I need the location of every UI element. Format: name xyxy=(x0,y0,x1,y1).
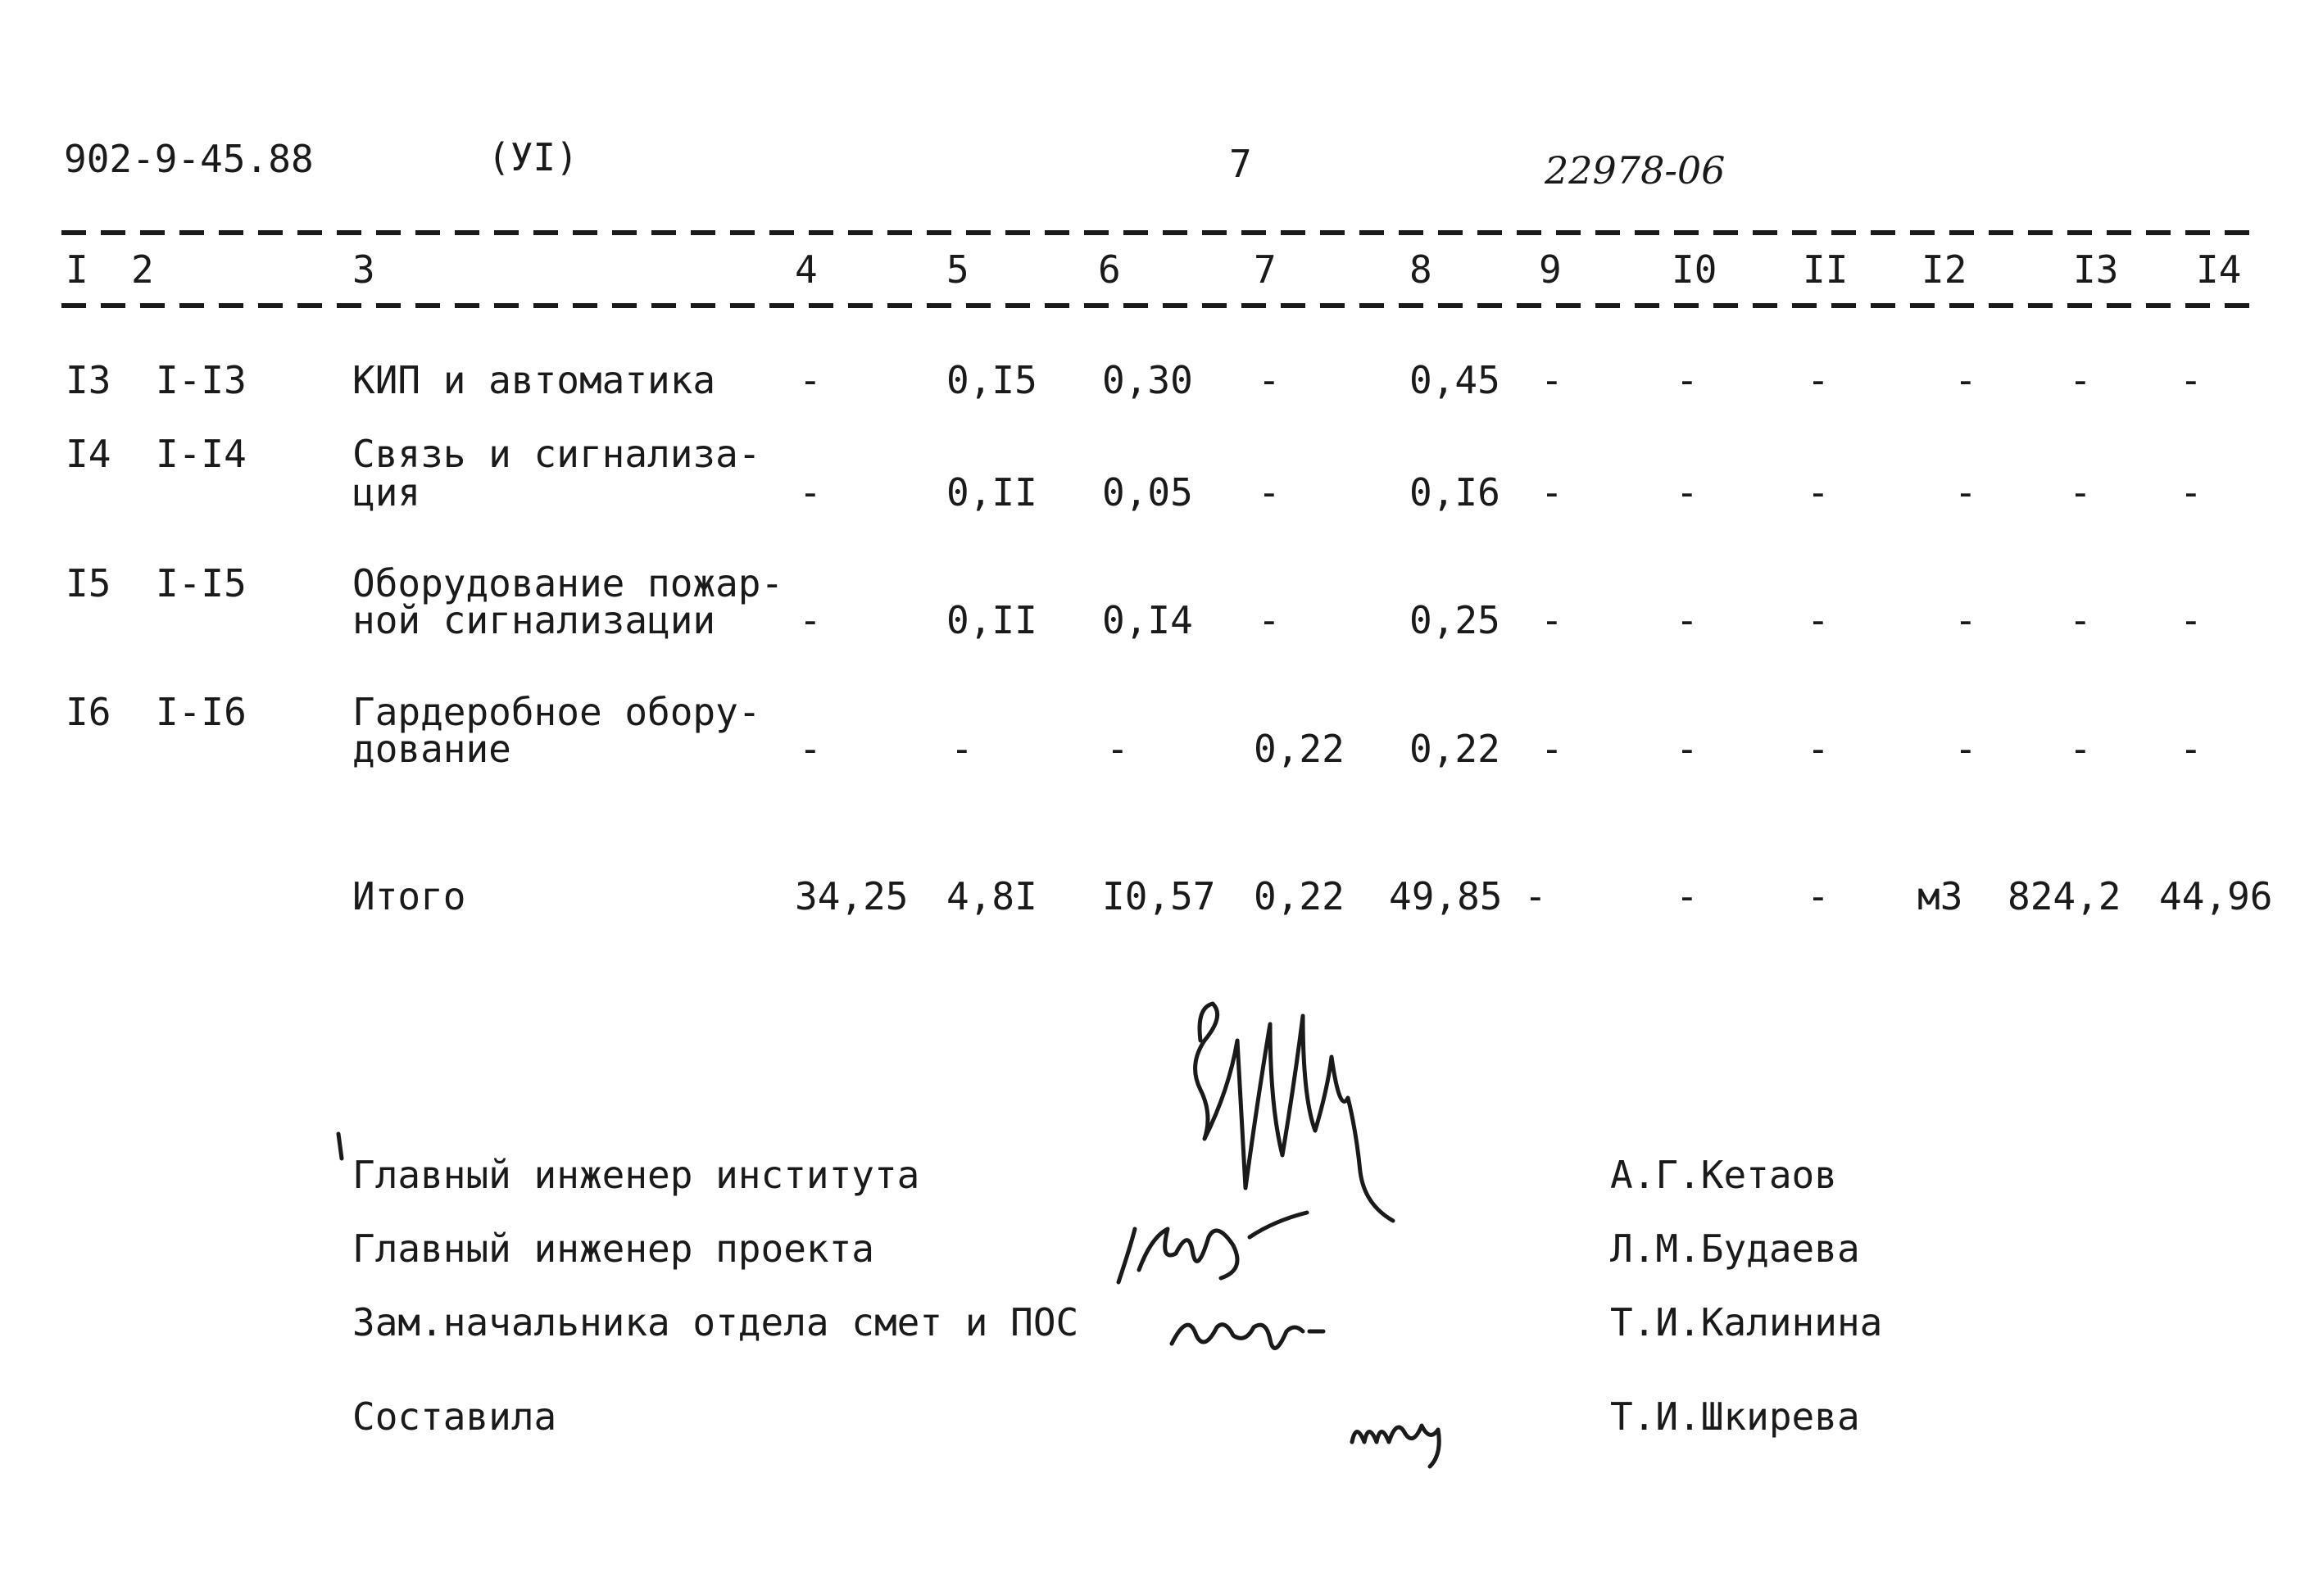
page-number: 7 xyxy=(1229,142,1252,186)
row-number: I5 xyxy=(66,561,111,605)
total-cell: - xyxy=(1676,874,1699,918)
cell: - xyxy=(1954,727,1977,771)
cell: - xyxy=(1540,470,1563,515)
row-code: I-I6 xyxy=(156,690,247,734)
cell: - xyxy=(1807,358,1830,402)
cell: 0,45 xyxy=(1409,358,1500,402)
signature-scribble-2 xyxy=(1110,1204,1332,1294)
total-cell: м3 xyxy=(1917,874,1963,918)
signature-name: А.Г.Кетаов xyxy=(1610,1153,1837,1197)
column-header: 2 xyxy=(131,247,154,292)
cell: 0,I4 xyxy=(1102,598,1193,642)
cell: - xyxy=(2069,470,2092,515)
cell: - xyxy=(799,598,822,642)
total-cell: 34,25 xyxy=(795,874,909,918)
row-name-continued: дование xyxy=(352,727,511,771)
cell: - xyxy=(1954,470,1977,515)
cell: 0,25 xyxy=(1409,598,1500,642)
signature-name: Л.М.Будаева xyxy=(1610,1226,1860,1271)
cell: - xyxy=(1954,358,1977,402)
signature-scribble-4 xyxy=(1344,1397,1459,1471)
cell: - xyxy=(1540,358,1563,402)
total-cell: 824,2 xyxy=(2008,874,2121,918)
cell: - xyxy=(1676,727,1699,771)
cell: - xyxy=(2180,358,2203,402)
column-header: 3 xyxy=(352,247,375,292)
cell: - xyxy=(1807,598,1830,642)
column-header: I2 xyxy=(1921,247,1967,292)
cell: - xyxy=(1807,727,1830,771)
cell: 0,30 xyxy=(1102,358,1193,402)
cell: - xyxy=(2069,598,2092,642)
row-name: КИП и автоматика xyxy=(352,358,716,402)
total-cell: 49,85 xyxy=(1389,874,1503,918)
signature-name: Т.И.Шкирева xyxy=(1610,1394,1860,1439)
top-rule xyxy=(61,230,2249,235)
cell: - xyxy=(2069,727,2092,771)
cell: - xyxy=(1807,470,1830,515)
column-header: 8 xyxy=(1409,247,1432,292)
cell: - xyxy=(1540,598,1563,642)
cell: 0,II xyxy=(946,598,1037,642)
row-number: I6 xyxy=(66,690,111,734)
cell: 0,I5 xyxy=(946,358,1037,402)
column-header: I0 xyxy=(1672,247,1717,292)
column-header: 6 xyxy=(1098,247,1121,292)
row-number: I4 xyxy=(66,432,111,476)
row-code: I-I3 xyxy=(156,358,247,402)
column-header: 5 xyxy=(946,247,969,292)
signature-name: Т.И.Калинина xyxy=(1610,1300,1883,1344)
margin-tick-mark xyxy=(332,1131,348,1163)
total-cell: 4,8I xyxy=(946,874,1037,918)
cell: - xyxy=(951,727,973,771)
row-code: I-I4 xyxy=(156,432,247,476)
cell: - xyxy=(1676,470,1699,515)
cell: - xyxy=(1258,358,1281,402)
cell: 0,I6 xyxy=(1409,470,1500,515)
column-header: I xyxy=(66,247,88,292)
column-header: I3 xyxy=(2073,247,2119,292)
row-name-continued: ция xyxy=(352,470,421,515)
cell: - xyxy=(799,727,822,771)
row-number: I3 xyxy=(66,358,111,402)
row-name: Оборудование пожар- xyxy=(352,561,784,605)
row-name: Гардеробное обору- xyxy=(352,690,761,734)
cell: - xyxy=(1258,470,1281,515)
total-cell: - xyxy=(1807,874,1830,918)
cell: - xyxy=(1106,727,1129,771)
cell: - xyxy=(1540,727,1563,771)
total-cell: 44,96 xyxy=(2159,874,2273,918)
cell: 0,05 xyxy=(1102,470,1193,515)
column-header: 4 xyxy=(795,247,818,292)
cell: - xyxy=(1258,598,1281,642)
cell: - xyxy=(2180,470,2203,515)
doc-number: 22978-06 xyxy=(1545,148,1726,193)
cell: - xyxy=(1676,598,1699,642)
header-rule xyxy=(61,303,2249,308)
total-cell: 0,22 xyxy=(1254,874,1345,918)
cell: - xyxy=(2180,727,2203,771)
cell: - xyxy=(2069,358,2092,402)
signature-role: Главный инженер проекта xyxy=(352,1226,874,1271)
signature-role: Зам.начальника отдела смет и ПОС xyxy=(352,1300,1079,1344)
signature-scribble-3 xyxy=(1164,1294,1327,1368)
total-cell: - xyxy=(1524,874,1547,918)
total-cell: I0,57 xyxy=(1102,874,1216,918)
row-name: Связь и сигнализа- xyxy=(352,432,761,476)
signature-role: Составила xyxy=(352,1394,557,1439)
total-label: Итого xyxy=(352,874,466,918)
column-header: II xyxy=(1803,247,1849,292)
cell: - xyxy=(1676,358,1699,402)
cell: - xyxy=(799,358,822,402)
column-header: 7 xyxy=(1254,247,1277,292)
cell: - xyxy=(2180,598,2203,642)
signature-role: Главный инженер института xyxy=(352,1153,920,1197)
column-header: I4 xyxy=(2196,247,2242,292)
column-header: 9 xyxy=(1539,247,1562,292)
row-name-continued: ной сигнализации xyxy=(352,598,716,642)
document-code: 902-9-45.88 xyxy=(64,137,314,181)
cell: - xyxy=(1954,598,1977,642)
section-label: (УI) xyxy=(488,135,578,179)
cell: 0,II xyxy=(946,470,1037,515)
cell: 0,22 xyxy=(1254,727,1345,771)
cell: - xyxy=(799,470,822,515)
cell: 0,22 xyxy=(1409,727,1500,771)
row-code: I-I5 xyxy=(156,561,247,605)
